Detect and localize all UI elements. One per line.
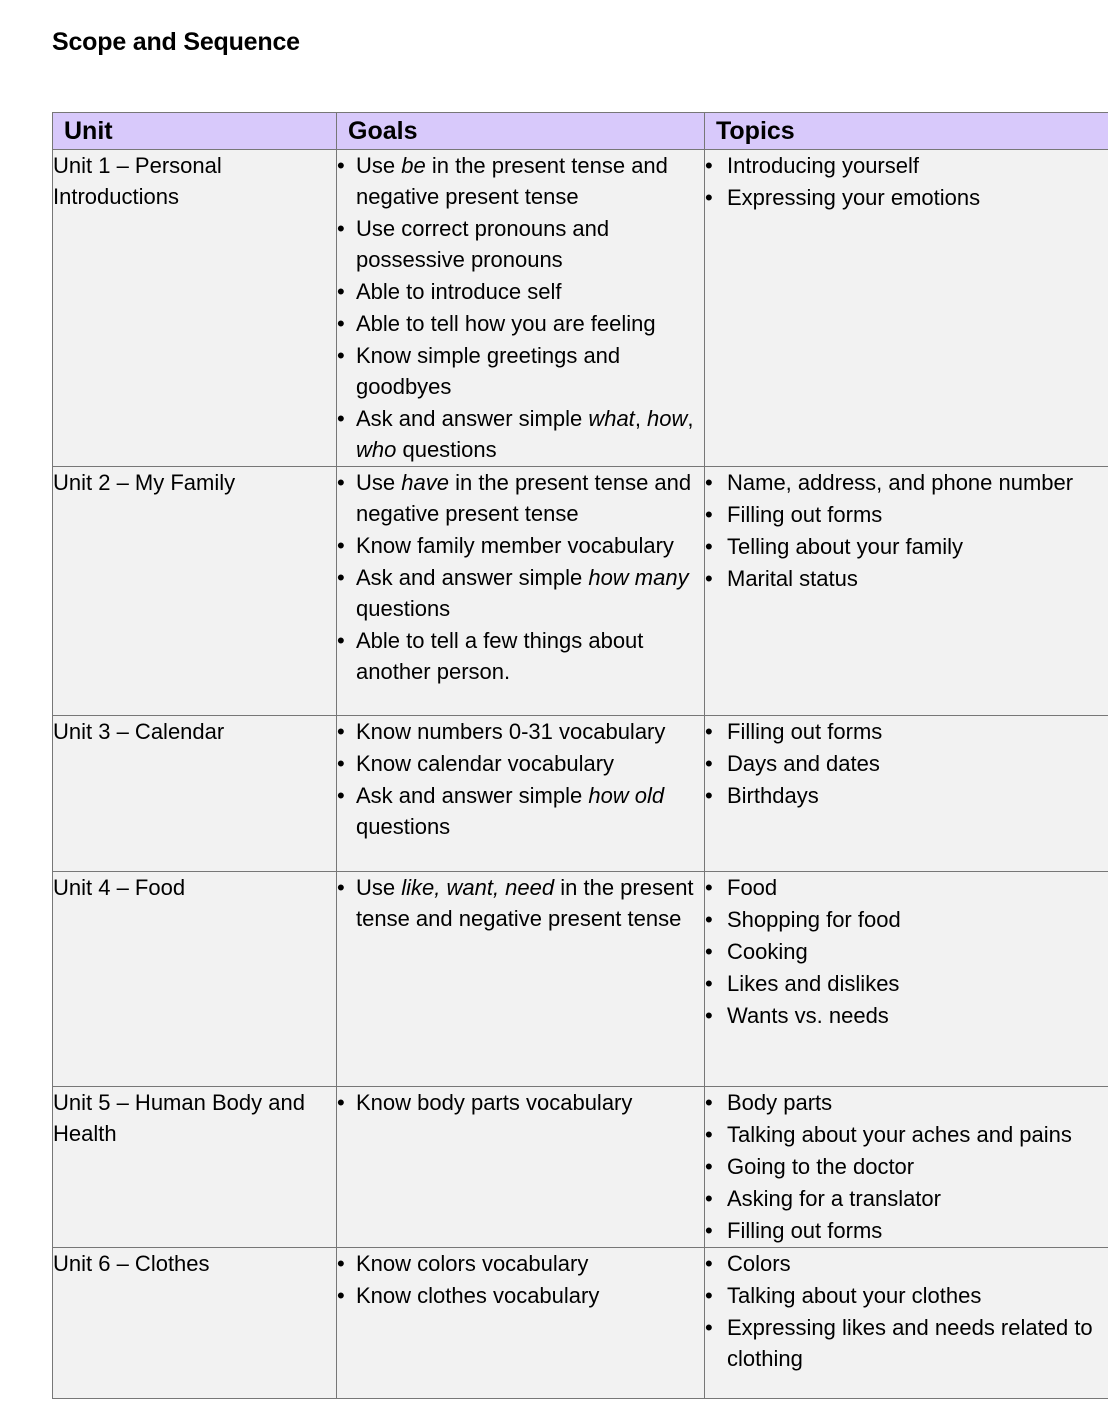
topic-item: • Name, address, and phone number (705, 467, 1108, 498)
topic-item: • Asking for a translator (705, 1183, 1108, 1214)
topics-cell (705, 1248, 1108, 1399)
goal-item (337, 340, 704, 402)
goal-item (337, 780, 704, 842)
topic-item: • Filling out forms (705, 499, 1108, 530)
goal-text: how (647, 406, 688, 431)
table-row (53, 716, 1108, 872)
goal-text: Use (356, 153, 402, 178)
topic-item: • Body parts (705, 1087, 1108, 1118)
goal-item (337, 150, 704, 212)
goal-text: be (401, 153, 426, 178)
goal-text: in the present tense and negative present tense (356, 153, 668, 209)
header-row (53, 113, 1108, 150)
goal-item (337, 716, 704, 747)
topics-cell (705, 1087, 1108, 1248)
goals-list (337, 872, 704, 934)
goal-text: Know family member vocabulary (356, 533, 674, 558)
document-title: Scope and Sequence (52, 28, 300, 56)
topic-item: • Food (705, 872, 1108, 903)
goal-item (337, 748, 704, 779)
topics-list (705, 1087, 1108, 1246)
unit-cell: Unit 4 – Food (53, 872, 337, 1087)
topics-cell (705, 716, 1108, 872)
goals-cell (337, 1087, 705, 1248)
goals-cell (337, 1248, 705, 1399)
topics-list (705, 467, 1108, 594)
goals-list (337, 150, 704, 465)
topic-item: • Telling about your family (705, 531, 1108, 562)
goal-text: Use (356, 875, 402, 900)
goal-item (337, 1280, 704, 1311)
goal-item (337, 467, 704, 529)
goal-text: how many (588, 565, 689, 590)
goals-list (337, 1248, 704, 1311)
goals-cell (337, 467, 705, 716)
unit-cell: Unit 1 – Personal Introductions (53, 150, 337, 467)
unit-cell: Unit 3 – Calendar (53, 716, 337, 872)
goal-text: questions (356, 596, 451, 621)
goal-text: Use correct pronouns and possessive pronouns (356, 216, 610, 272)
topics-list (705, 1248, 1108, 1374)
table-row (53, 467, 1108, 716)
topic-item: • Likes and dislikes (705, 968, 1108, 999)
topic-item: • Shopping for food (705, 904, 1108, 935)
goal-item (337, 562, 704, 624)
goal-text: Know simple greetings and goodbyes (356, 343, 621, 399)
topic-item: • Filling out forms (705, 1215, 1108, 1246)
topics-list (705, 872, 1108, 1031)
header-goals: Goals (337, 113, 705, 150)
goal-text: , (687, 406, 694, 431)
goal-text: Know numbers 0-31 vocabulary (356, 719, 666, 744)
topic-item: • Filling out forms (705, 716, 1108, 747)
topic-item: • Expressing likes and needs related to clothing (705, 1312, 1108, 1374)
table-row (53, 1248, 1108, 1399)
topic-item: • Introducing yourself (705, 150, 1108, 181)
goal-text: Ask and answer simple (356, 565, 589, 590)
goal-text: , (634, 406, 648, 431)
topic-item: • Wants vs. needs (705, 1000, 1108, 1031)
goal-text: Ask and answer simple (356, 406, 589, 431)
goal-item (337, 403, 704, 465)
topic-item: • Expressing your emotions (705, 182, 1108, 213)
goal-text: how old (588, 783, 665, 808)
table-row (53, 1087, 1108, 1248)
topic-item: • Cooking (705, 936, 1108, 967)
topic-item: • Going to the doctor (705, 1151, 1108, 1182)
goal-text: Know calendar vocabulary (356, 751, 615, 776)
header-unit: Unit (53, 113, 337, 150)
goal-text: in the present tense and negative present tense (356, 470, 692, 526)
goal-text: in the present tense and negative present tense (356, 875, 694, 931)
table-row (53, 150, 1108, 467)
unit-cell: Unit 6 – Clothes (53, 1248, 337, 1399)
goal-text: who (356, 437, 397, 462)
goal-item (337, 1087, 704, 1118)
goal-text: Ask and answer simple (356, 783, 589, 808)
goal-item (337, 308, 704, 339)
goal-item (337, 625, 704, 687)
goal-text: Use (356, 470, 402, 495)
topics-list (705, 150, 1108, 213)
topic-item: • Marital status (705, 563, 1108, 594)
topic-item: • Birthdays (705, 780, 1108, 811)
goal-text: Able to introduce self (356, 279, 562, 304)
scope-sequence-table (52, 112, 1108, 1399)
goal-text: Able to tell a few things about another person. (356, 628, 644, 684)
goal-text: questions (356, 814, 451, 839)
table-row (53, 872, 1108, 1087)
topic-item: • Days and dates (705, 748, 1108, 779)
goal-text: Know colors vocabulary (356, 1251, 589, 1276)
topic-item: • Talking about your aches and pains (705, 1119, 1108, 1150)
goals-list (337, 716, 704, 842)
goal-text: Know clothes vocabulary (356, 1283, 600, 1308)
goals-cell (337, 872, 705, 1087)
unit-cell: Unit 2 – My Family (53, 467, 337, 716)
goals-cell (337, 716, 705, 872)
topics-cell (705, 872, 1108, 1087)
goal-text: what (588, 406, 635, 431)
goal-item (337, 276, 704, 307)
topics-list (705, 716, 1108, 811)
goal-item (337, 213, 704, 275)
topic-item: • Talking about your clothes (705, 1280, 1108, 1311)
goal-text: like, want, need (401, 875, 555, 900)
goal-text: questions (396, 437, 497, 462)
goal-item (337, 872, 704, 934)
header-topics: Topics (705, 113, 1108, 150)
topics-cell (705, 467, 1108, 716)
topics-cell (705, 150, 1108, 467)
goals-list (337, 1087, 704, 1118)
goal-text: Able to tell how you are feeling (356, 311, 656, 336)
goals-list (337, 467, 704, 687)
goals-cell (337, 150, 705, 467)
goal-text: have (401, 470, 449, 495)
unit-cell: Unit 5 – Human Body and Health (53, 1087, 337, 1248)
topic-item: • Colors (705, 1248, 1108, 1279)
goal-item (337, 530, 704, 561)
goal-text: Know body parts vocabulary (356, 1090, 633, 1115)
table-body (53, 150, 1108, 1399)
goal-item (337, 1248, 704, 1279)
